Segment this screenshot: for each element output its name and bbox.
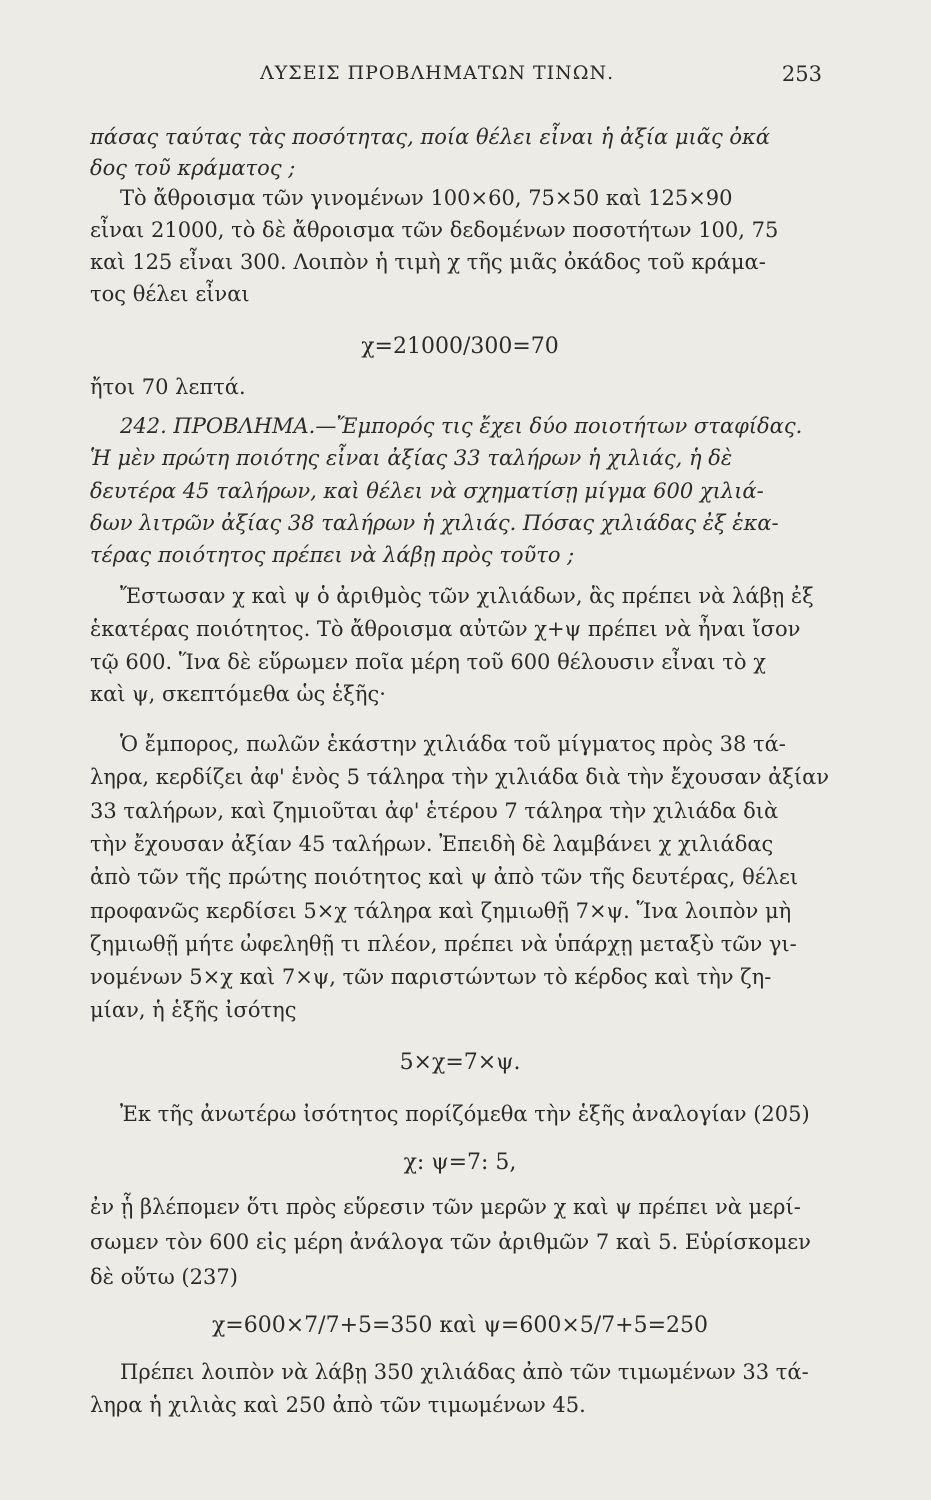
text-line: πάσας ταύτας τὰς ποσότητας, ποία θέλει εἶναι ἡ ἀξία μιᾶς ὀκά <box>90 125 770 149</box>
page-header <box>90 62 832 92</box>
page-number: 253 <box>781 62 822 86</box>
text-line: δων λιτρῶν ἀξίας 38 ταλήρων ἡ χιλιάς. Πόσας χιλιάδας ἐξ ἑκα- <box>90 511 779 535</box>
text-line: τῷ 600. Ἵνα δὲ εὕρωμεν ποῖα μέρη τοῦ 600 θέλουσιν εἶναι τὸ χ <box>90 650 766 674</box>
text-line: εἶναι 21000, τὸ δὲ ἄθροισμα τῶν δεδομένων ποσοτήτων 100, 75 <box>90 218 779 242</box>
text-line: καὶ 125 εἶναι 300. Λοιπὸν ἡ τιμὴ χ τῆς μιᾶς ὀκάδος τοῦ κράμα- <box>90 250 766 274</box>
text-line: Ὁ ἔμπορος, πωλῶν ἑκάστην χιλιάδα τοῦ μίγματος πρὸς 38 τά- <box>120 732 786 756</box>
text-line: νομένων 5×χ καὶ 7×ψ, τῶν παριστώντων τὸ κέρδος καὶ τὴν ζη- <box>90 965 772 989</box>
text-line: σωμεν τὸν 600 εἰς μέρη ἀνάλογα τῶν ἀριθμῶν 7 καὶ 5. Εὑρίσκομεν <box>90 1230 811 1254</box>
solution-formulas: χ=600×7/7+5=350 καὶ ψ=600×5/7+5=250 <box>211 1313 709 1338</box>
running-title: ΛΥΣΕΙΣ ΠΡΟΒΛΗΜΑΤΩΝ ΤΙΝΩΝ. <box>260 62 615 84</box>
text-line: ἤτοι 70 λεπτά. <box>90 375 246 399</box>
text-line: Ἔστωσαν χ καὶ ψ ὁ ἀριθμὸς τῶν χιλιάδων, ἃς πρέπει νὰ λάβῃ ἐξ <box>120 584 814 608</box>
text-line: Ἐκ τῆς ἀνωτέρω ἰσότητος πορίζόμεθα τὴν ἑξῆς ἀναλογίαν (205) <box>120 1102 810 1126</box>
text-line: μίαν, ἡ ἑξῆς ἰσότης <box>90 998 297 1022</box>
text-line: τος θέλει εἶναι <box>90 282 250 306</box>
text-line: Τὸ ἄθροισμα τῶν γινομένων 100×60, 75×50 καὶ 125×90 <box>120 186 733 210</box>
text-line: Ἡ μὲν πρώτη ποιότης εἶναι ἀξίας 33 ταλήρων ἡ χιλιάς, ἡ δὲ <box>90 446 733 470</box>
text-line: δευτέρα 45 ταλήρων, καὶ θέλει νὰ σχηματίσῃ μίγμα 600 χιλιά- <box>90 479 764 503</box>
text-line: δὲ οὕτω (237) <box>90 1265 238 1289</box>
text-line: τέρας ποιότητος πρέπει νὰ λάβῃ πρὸς τοῦτο ; <box>90 543 575 567</box>
text-line: τὴν ἔχουσαν ἀξίαν 45 ταλήρων. Ἐπειδὴ δὲ λαμβάνει χ χιλιάδας <box>90 832 774 856</box>
text-line: 33 ταλήρων, καὶ ζημιοῦται ἀφ' ἑτέρου 7 τάληρα τὴν χιλιάδα διὰ <box>90 799 779 823</box>
text-line: ληρα, κερδίζει ἀφ' ἑνὸς 5 τάληρα τὴν χιλιάδα διὰ τὴν ἔχουσαν ἀξίαν <box>90 765 830 789</box>
text-line: ἀπὸ τῶν τῆς πρώτης ποιότητος καὶ ψ ἀπὸ τῶν τῆς δευτέρας, θέλει <box>90 865 799 889</box>
text-line: ἐν ᾗ βλέπομεν ὅτι πρὸς εὕρεσιν τῶν μερῶν χ καὶ ψ πρέπει νὰ μερί- <box>90 1195 801 1219</box>
text-line: ζημιωθῇ μήτε ὠφεληθῇ τι πλέον, πρέπει νὰ ὑπάρχῃ μεταξὺ τῶν γι- <box>90 932 797 956</box>
text-line: Πρέπει λοιπὸν νὰ λάβῃ 350 χιλιάδας ἀπὸ τῶν τιμωμένων 33 τά- <box>120 1360 809 1384</box>
text-line: προφανῶς κερδίσει 5×χ τάληρα καὶ ζημιωθῇ 7×ψ. Ἵνα λοιπὸν μὴ <box>90 899 792 923</box>
text-line: ἑκατέρας ποιότητος. Τὸ ἄθροισμα αὐτῶν χ+ψ πρέπει νὰ ἦναι ἴσον <box>90 617 801 641</box>
text-line: δος τοῦ κράματος ; <box>90 156 296 180</box>
problem-heading: 242. ΠΡΟΒΛΗΜΑ.—Ἔμπορός τις ἔχει δύο ποιοτήτων σταφίδας. <box>120 414 803 438</box>
formula-line: χ=21000/300=70 <box>361 334 559 359</box>
text-line: καὶ ψ, σκεπτόμεθα ὡς ἑξῆς· <box>90 682 386 706</box>
proportion: χ: ψ=7: 5, <box>403 1150 517 1175</box>
text-line: ληρα ἡ χιλιὰς καὶ 250 ἀπὸ τῶν τιμωμένων 45. <box>90 1393 586 1417</box>
equation: 5×χ=7×ψ. <box>399 1050 521 1075</box>
